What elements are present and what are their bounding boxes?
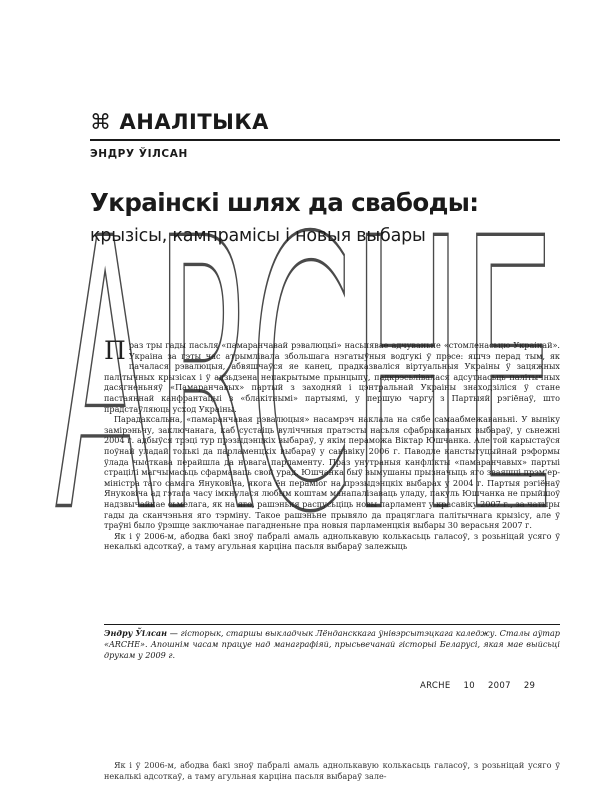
section-rule [90, 139, 560, 141]
paragraph-text: раз тры гады пасьля «памаранчавай рэвалюцыі» насьпявае адчуваньне «стомленасьцю Украінай». Украіна за гэты час атрымлівала збольшага нэгатыўныя водгукі ў прэсе: яшчэ перад тым, як пачалася рэвалюцыя, абвяшчаўся яе канец, прадказваліся віртуальныя Украіны ў зацяжных палітычных крызісах і ў адзьдзена непакрытыме прынцыпу, падкрэсьлівалася адсутнасьць палітычных дасягненьняў «Памаранчавых» партый з заходняй і цэнтральнай Украіны знаходзіліся ў стане пастаяннай канфрантацыі з «блакітнымі» партыямі, у першую чаргу з Партыяй рэгіёнаў, што прадстаўляюць усход Украіны. [104, 340, 560, 414]
folio-issue: 10 [463, 681, 475, 691]
author-footnote [104, 628, 560, 661]
folio-page-number: 29 [523, 681, 536, 691]
footnote-text: — гісторык, старшы выкладчык Лёндансккага ўнівэрсытэцкага каледжу. Сталы аўтар «ARCHE». Апошнім часам працуе над манаграфіяй, прысьвечанай гісторыі Беларусі, якая мае выйсьці друкам у 2009 г. [104, 628, 560, 660]
command-icon: ⌘ [90, 110, 112, 134]
section-heading [90, 110, 560, 134]
paragraph [104, 336, 560, 414]
folio-journal: ARCHE [420, 681, 451, 691]
watermark-text: ARCHE [55, 180, 555, 594]
section-name: АНАЛІТЫКА [119, 110, 269, 134]
author-line: ЭНДРУ ЎІЛСАН [90, 148, 188, 160]
footnote-author-name: Эндру Ўілсан [104, 628, 168, 638]
article-title: Украінскі шлях да свабоды: [90, 188, 479, 217]
folio-year: 2007 [487, 681, 511, 691]
drop-cap: П [104, 336, 126, 365]
article-subtitle: крызісы, кампрамісы і новыя выбары [90, 226, 426, 246]
paragraph: Парадаксальна, «памаранчавая рэвалюцыя» насамрэч наклала на сябе самаабмежаваньні. У выніку замірэньчу, заключанага, каб сустаіць вуліччныя пратэсты насьля сфабрыкаваных выбараў, у сьнежні 2004 г. адбыўся трэці тур прэзыдэнцкіх выбараў, у якім пераможа Віктар Юшчанка. Але той карыстаўся поўнай уладай толькі да парламенцкіх выбараў у сакавіку 2006 г. Паводле канстытуцыйнай рэформы ўлада чысткава перайшла да новага парламенту. Праз унутраныя канфлікты «памаранчавых» партыі страцілі магчымасьць сфармаваць свой урад. Юшчанка быў вымушаны прызначыць яго зваяшці прэм'ер-міністра таго самага Януковіча, якога ён пераміог на прэзыдэнцкіх выбарах у 2004 г. Партыя рэгіёнаў Януковіча ад гэтага часу імкнулася любым коштам манапалізаваць уладу, пакуль Юшчанка не прыйшоў надзвычайнае сьмелага, як на яго, рашэньня распусьціць новы парламент у красавіку 2007 г., за чатыры гады да сканчэньня яго тэрміну. Такое рашэньне прывяло да працяглага палітычнага крызісу, але ў траўні было ўрэшце заключанае пагадненьне пра новыя парламенцкія выбары 30 верасьня 2007 г. [104, 414, 560, 531]
article-body [104, 336, 560, 552]
next-page-text: Як і ў 2006-м, абодва бакі зноў пабралі амаль аднолькавую колькасьць галасоў, з розьніцай усяго ў некалькі адсоткаў, а таму агульная карціна пасьля выбараў зале- [104, 760, 560, 781]
paragraph: Як і ў 2006-м, абодва бакі зноў пабралі амаль аднолькавую колькасьць галасоў, з розьніцай усяго ў некалькі адсоткаў, а таму агульная карціна пасьля выбараў залежыць [104, 530, 560, 552]
footnote-rule [104, 624, 560, 625]
page-folio [420, 681, 535, 691]
